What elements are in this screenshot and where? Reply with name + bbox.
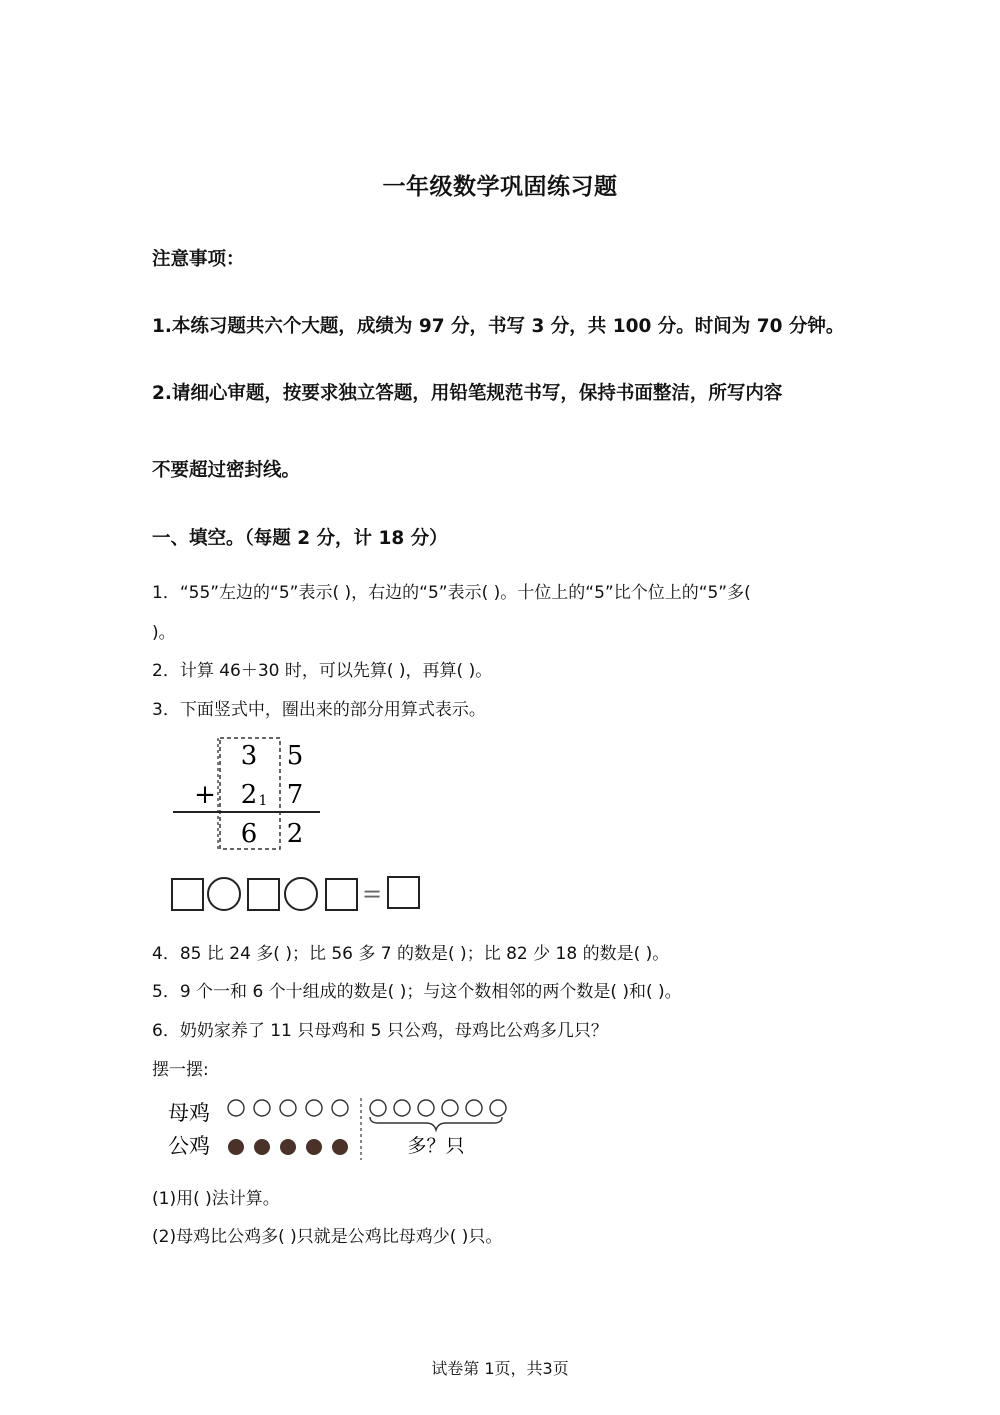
question-1: 1．“55”左边的“5”表示( )，右边的“5”表示( )。十位上的“5”比个位上的“5”多(	[152, 583, 751, 603]
question-1-cont: )。	[152, 623, 176, 643]
answer-square[interactable]	[172, 879, 203, 910]
question-6: 6．奶奶家养了 11 只母鸡和 5 只公鸡，母鸡比公鸡多几只？	[152, 1021, 608, 1041]
hen-circle	[228, 1100, 244, 1116]
section-heading: 一、填空。（每题 2 分，计 18 分）	[152, 528, 448, 549]
hen-circle	[254, 1100, 270, 1116]
answer-square[interactable]	[248, 879, 279, 910]
question-6-prompt: 摆一摆:	[152, 1060, 209, 1080]
answer-square[interactable]	[326, 879, 357, 910]
hen-circle	[442, 1100, 458, 1116]
digit-5: 5	[286, 741, 304, 771]
operator-circle[interactable]	[208, 878, 240, 910]
digit-2-result: 2	[286, 819, 304, 849]
hen-circle	[394, 1100, 410, 1116]
notice-line-2-cont: 不要超过密封线。	[152, 460, 301, 481]
brace	[370, 1117, 502, 1130]
digit-7: 7	[286, 780, 304, 810]
rooster-dot	[306, 1139, 322, 1155]
hen-circle	[490, 1100, 506, 1116]
rooster-dot	[332, 1139, 348, 1155]
digit-3: 3	[240, 741, 258, 771]
operator-circle[interactable]	[285, 878, 317, 910]
page-title: 一年级数学巩固练习题	[382, 174, 618, 200]
question-2: 2．计算 46＋30 时，可以先算( )，再算( )。	[152, 661, 493, 681]
vertical-calculation-figure	[165, 730, 335, 860]
chicken-comparison-figure	[160, 1090, 520, 1165]
rooster-label: 公鸡	[168, 1134, 210, 1158]
hen-circle	[332, 1100, 348, 1116]
answer-square[interactable]	[388, 877, 419, 908]
hen-circle	[280, 1100, 296, 1116]
equals-sign: =	[361, 880, 383, 908]
question-6-part-2: (2)母鸡比公鸡多( )只就是公鸡比母鸡少( )只。	[152, 1227, 503, 1247]
rooster-dot	[228, 1139, 244, 1155]
hen-circle	[466, 1100, 482, 1116]
notice-heading: 注意事项：	[152, 249, 245, 270]
brace-label: 多？只	[407, 1135, 465, 1157]
question-6-part-1: (1)用( )法计算。	[152, 1189, 280, 1209]
page-footer: 试卷第 1页，共3页	[431, 1359, 569, 1378]
question-5: 5．9 个一和 6 个十组成的数是( )；与这个数相邻的两个数是( )和( )。	[152, 982, 682, 1002]
question-3: 3．下面竖式中，圈出来的部分用算式表示。	[152, 700, 486, 720]
hen-circle	[370, 1100, 386, 1116]
answer-equation-boxes	[168, 872, 428, 918]
rooster-dot	[254, 1139, 270, 1155]
plus-sign: +	[194, 780, 216, 810]
carry-digit-1: 1	[258, 793, 268, 809]
rooster-dot	[280, 1139, 296, 1155]
notice-line-1: 1.本练习题共六个大题，成绩为 97 分，书写 3 分，共 100 分。时间为 70 分钟。	[152, 316, 845, 337]
digit-2: 2	[240, 780, 258, 810]
digit-6: 6	[240, 819, 258, 849]
hen-circle	[418, 1100, 434, 1116]
hen-label: 母鸡	[168, 1101, 210, 1125]
notice-line-2: 2.请细心审题，按要求独立答题，用铅笔规范书写，保持书面整洁，所写内容	[152, 383, 783, 404]
hen-circle	[306, 1100, 322, 1116]
question-4: 4．85 比 24 多( )；比 56 多 7 的数是( )；比 82 少 18 的数是( )。	[152, 944, 670, 964]
